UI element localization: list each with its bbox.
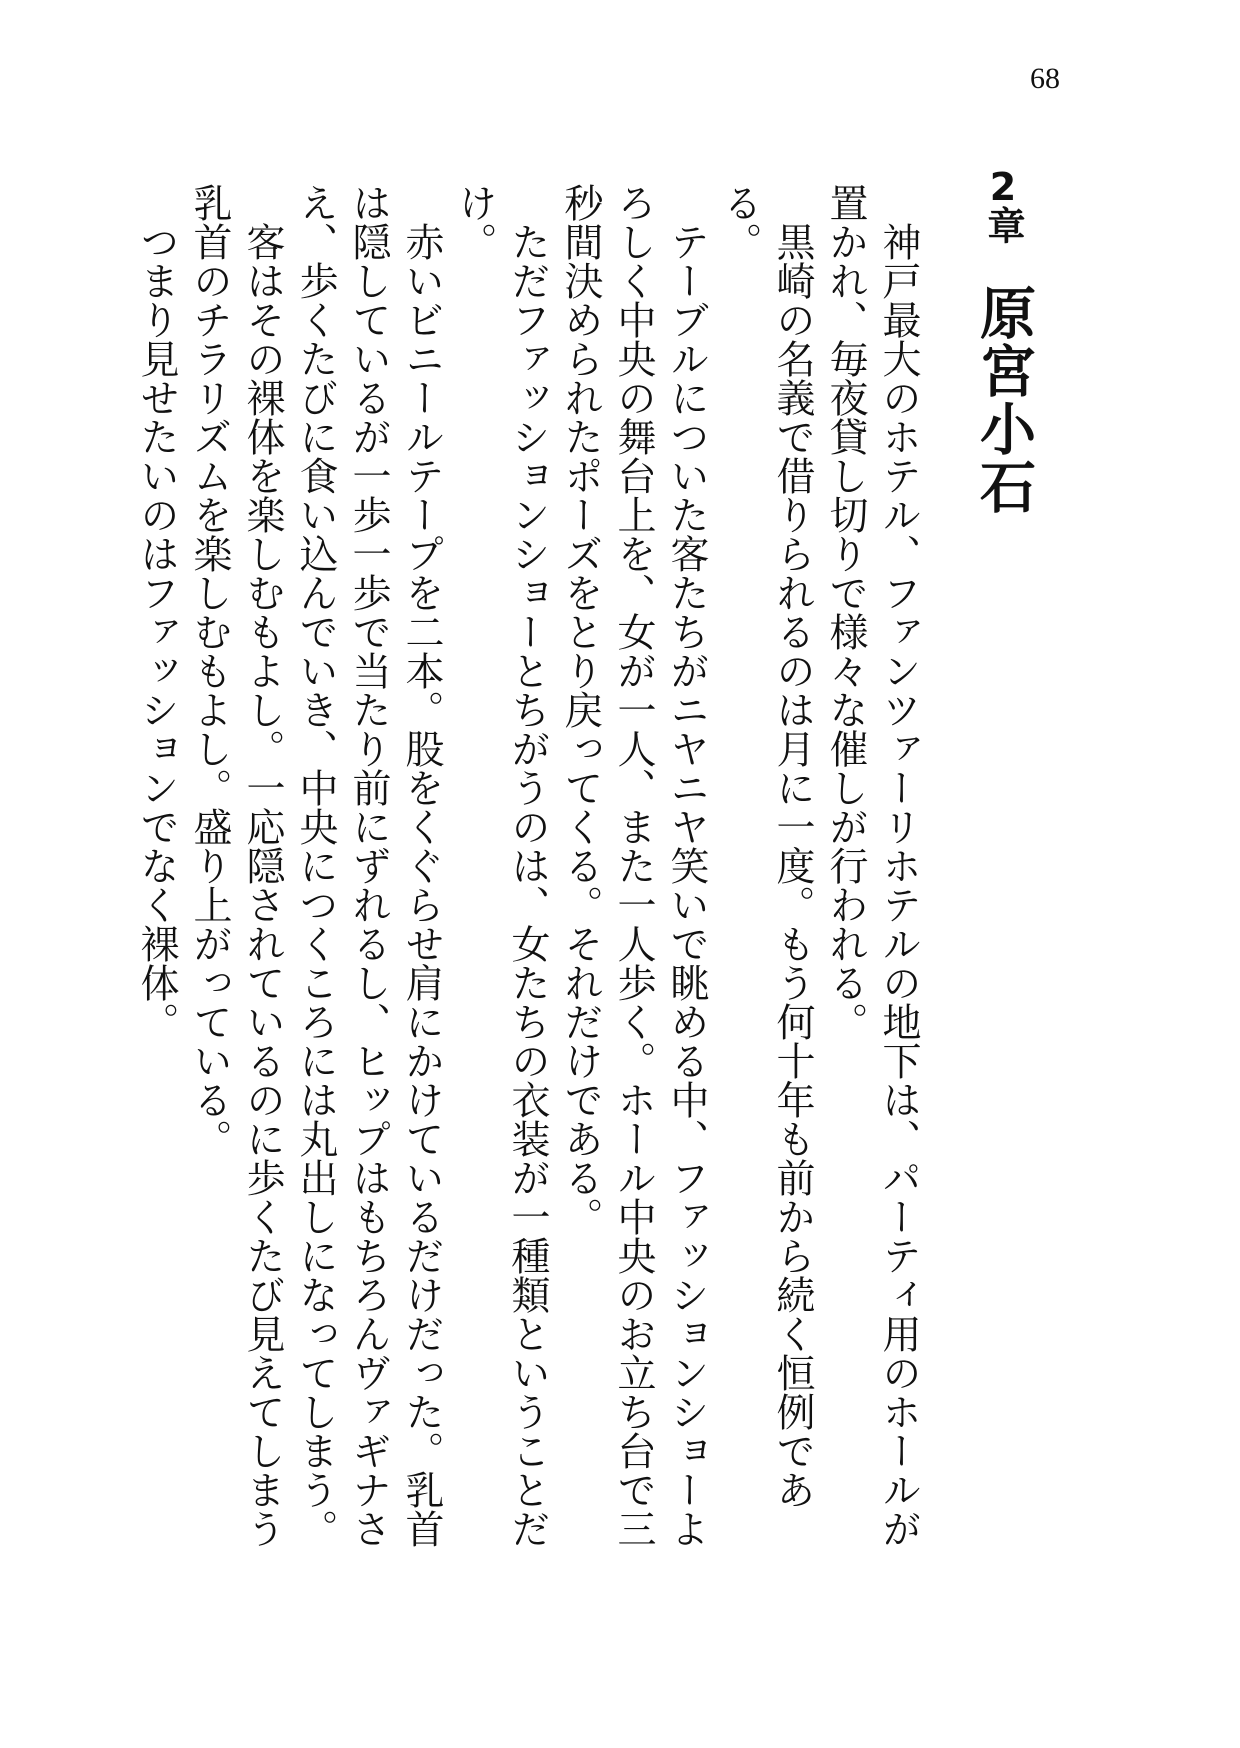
chapter-heading (968, 168, 1038, 516)
chapter-number: 2 (989, 168, 1017, 206)
chapter-label: 章 (981, 206, 1025, 244)
paragraph: ただファッションショーとちがうのは、女たちの衣装が一種類ということだけ。 (452, 183, 550, 1548)
paragraph: 神戸最大のホテル、ファンツァーリホテルの地下は、パーティ用のホールが置かれ、毎夜貸し切りで様々な催しが行われる。 (823, 183, 921, 1548)
paragraph: 赤いビニールテープを二本。股をくぐらせ肩にかけているだけだった。乳首は隠しているが一歩一歩で当たり前にずれるし、ヒップはもちろんヴァギナさえ、歩くたびに食い込んでいき、中央につくころには丸出しになってしまう。 (293, 183, 444, 1548)
paragraph: 黒崎の名義で借りられるのは月に一度。もう何十年も前から続く恒例である。 (717, 183, 815, 1509)
paragraph: テーブルについた客たちがニヤニヤ笑いで眺める中、ファッションショーよろしく中央の舞台上を、女が一人、また一人歩く。ホール中央のお立ち台で三秒間決められたポーズをとり戻ってくる。それだけである。 (558, 183, 709, 1548)
paragraph: つまり見せたいのはファッションでなく裸体。 (134, 222, 179, 1041)
paragraph: 客はその裸体を楽しむもよし。一応隠されているのに歩くたび見えてしまう乳首のチラリズムを楽しむもよし。盛り上がっている。 (187, 183, 285, 1548)
body-text (134, 183, 925, 1573)
page-number: 68 (1030, 62, 1060, 95)
chapter-title: 原宮小石 (971, 284, 1036, 516)
